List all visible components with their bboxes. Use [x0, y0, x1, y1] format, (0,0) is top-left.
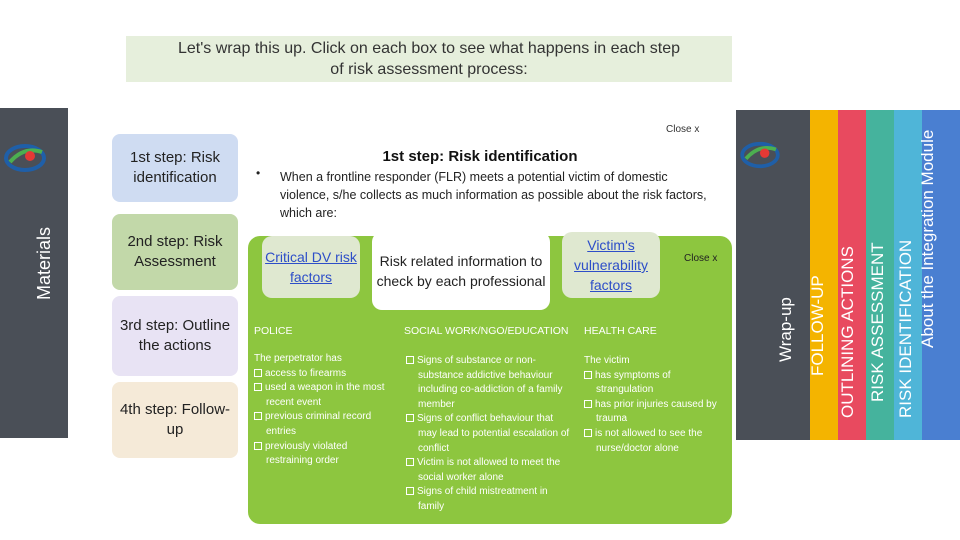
list-item: Victim is not allowed to meet the social worker alone [406, 456, 574, 485]
list-item: Signs of conflict behaviour that may lead to potential escalation of conflict [406, 412, 574, 456]
tab-follow-up-label: FOLLOW-UP [808, 275, 827, 376]
checkbox-icon [406, 458, 414, 466]
critical-dv-risk-factors-tile[interactable] [262, 236, 360, 298]
column-heading-health-care: HEALTH CARE [584, 325, 657, 337]
victim-vulnerability-factors-tile[interactable] [562, 232, 660, 298]
victim-vulnerability-factors-link[interactable]: Victim's vulnerability factors [574, 237, 648, 293]
checkbox-icon [254, 383, 262, 391]
column-heading-social-work: SOCIAL WORK/NGO/EDUCATION [404, 325, 569, 337]
column-heading-police: POLICE [254, 325, 293, 337]
checkbox-icon [254, 442, 262, 450]
police-column [254, 352, 390, 469]
list-item: is not allowed to see the nurse/doctor alone [584, 427, 722, 456]
health-care-column [584, 354, 722, 456]
bullet-icon: • [256, 166, 261, 180]
step-2-risk-assessment-button[interactable]: 2nd step: Risk Assessment [112, 214, 238, 290]
social-work-column [406, 354, 574, 515]
close-button[interactable]: Close x [666, 124, 700, 135]
checkbox-icon [584, 429, 592, 437]
list-item: has prior injuries caused by trauma [584, 398, 722, 427]
list-item: previously violated restraining order [254, 440, 390, 469]
risk-related-information-tile[interactable]: Risk related information to check by each professional [372, 232, 550, 310]
checkbox-icon [254, 369, 262, 377]
checkbox-icon [254, 412, 262, 420]
close-popup-button[interactable]: Close x [684, 253, 718, 264]
tab-outlining-actions-label: OUTLINING ACTIONS [838, 246, 857, 418]
checkbox-icon [584, 400, 592, 408]
police-lead: The perpetrator has [254, 353, 342, 364]
checkbox-icon [406, 487, 414, 495]
tab-risk-assessment-label: RISK ASSESSMENT [868, 242, 887, 402]
materials-tab-label: Materials [34, 226, 54, 300]
project-logo-icon [740, 140, 780, 170]
tab-wrap-up-label: Wrap-up [776, 297, 795, 362]
list-item: Signs of child mistreatment in family [406, 485, 574, 514]
list-item: access to firearms [254, 367, 390, 382]
critical-dv-risk-factors-link[interactable]: Critical DV risk factors [265, 249, 357, 285]
list-item: has symptoms of strangulation [584, 369, 722, 398]
project-logo-icon [4, 142, 46, 174]
step-3-outline-actions-button[interactable]: 3rd step: Outline the actions [112, 296, 238, 376]
tab-risk-identification-label: RISK IDENTIFICATION [896, 239, 915, 418]
tab-about-integration-module-label: About the Integration Module [918, 129, 937, 348]
banner-line-1: Let's wrap this up. Click on each box to see what happens in each step [177, 40, 681, 57]
checkbox-icon [406, 414, 414, 422]
info-title: 1st step: Risk identification [382, 148, 578, 165]
step-1-risk-identification-button[interactable]: 1st step: Risk identification [112, 134, 238, 202]
checkbox-icon [406, 356, 414, 364]
health-care-lead: The victim [584, 355, 630, 366]
instruction-banner [126, 36, 732, 82]
banner-line-2: of risk assessment process: [330, 61, 528, 78]
list-item: previous criminal record entries [254, 410, 390, 439]
checkbox-icon [584, 371, 592, 379]
info-description: When a frontline responder (FLR) meets a potential victim of domestic violence, s/he collects as much information as possible about the risk factors, which are: [280, 170, 707, 220]
step-4-follow-up-button[interactable]: 4th step: Follow-up [112, 382, 238, 458]
list-item: used a weapon in the most recent event [254, 381, 390, 410]
list-item: Signs of substance or non-substance addictive behaviour including co-addiction of a family member [406, 354, 574, 412]
